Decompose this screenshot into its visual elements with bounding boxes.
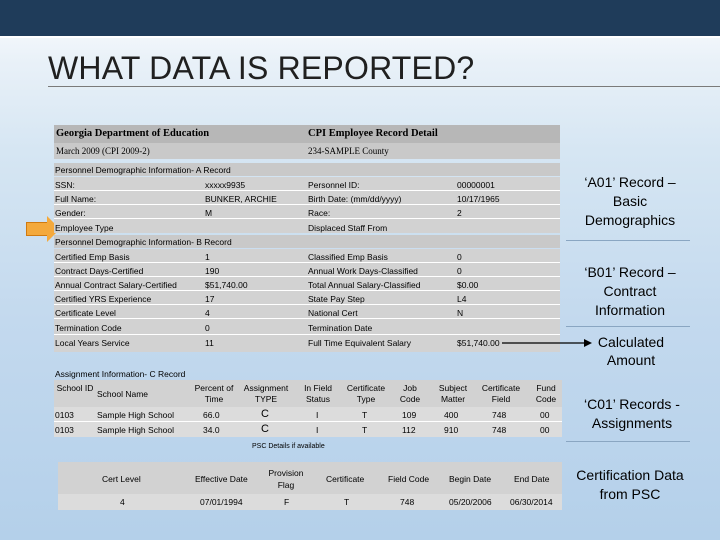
cell-cert-field: 748 [492,410,507,420]
b-label: Total Annual Salary-Classified [308,280,421,290]
cell-job-code: 109 [402,410,417,420]
annotation-a01-rule [566,240,690,241]
b-value: 17 [205,294,215,304]
b-value: 0 [457,266,462,276]
psc-cell-end-date: 06/30/2014 [510,497,553,507]
race-value: 2 [457,208,462,218]
b-label: Classified Emp Basis [308,252,388,262]
cell-assignment: C [261,408,269,420]
slide-title: WHAT DATA IS REPORTED? [48,50,475,86]
psc-col-field-code: Field Code [388,474,430,484]
row-divider [54,318,560,319]
pointer-arrow-icon [26,222,48,236]
b-label: Annual Work Days-Classified [308,266,418,276]
b-value: 11 [205,338,214,348]
cell-job-code: 112 [402,425,416,435]
psc-col-effective-date: Effective Date [195,474,248,484]
report-title: CPI Employee Record Detail [308,128,438,139]
b-value: L4 [457,294,467,304]
cell-subject: 910 [444,425,459,435]
ssn-value: xxxxx9935 [205,180,246,190]
b-value: $0.00 [457,280,479,290]
psc-note: PSC Details if available [252,443,325,450]
cell-school-id: 0103 [55,410,74,420]
row-divider [54,304,560,305]
cell-cert-type: T [362,425,368,435]
b-value: $51,740.00 [205,280,248,290]
gender-label: Gender: [55,208,86,218]
b-label: Full Time Equivalent Salary [308,338,411,348]
cell-school-name: Sample High School [97,410,175,420]
b-value: N [457,308,464,318]
section-b-title: Personnel Demographic Information- B Record [55,237,232,247]
cell-percent: 34.0 [203,425,220,435]
psc-cell-certificate: T [344,497,350,507]
b-label: Termination Code [55,323,122,333]
b-value: 0 [205,323,210,333]
b-value: 190 [205,266,220,276]
psc-cell-begin-date: 05/20/2006 [449,497,492,507]
psc-col-cert-level: Cert Level [102,474,141,484]
psc-cell-effective-date: 07/01/1994 [200,497,243,507]
report-period: March 2009 (CPI 2009-2) [56,146,150,156]
b-label: State Pay Step [308,294,365,304]
cell-fund-code: 00 [540,410,550,420]
cell-percent: 66.0 [203,410,220,420]
cell-in-field: I [316,410,319,420]
row-divider [54,190,560,191]
row-divider [54,262,560,263]
top-banner [0,0,720,36]
full-name-value: BUNKER, ARCHIE [205,194,277,204]
annotation-b01: ‘B01’ Record – Contract Information [584,264,676,318]
col-school-id: School ID [56,383,94,393]
b-value: 1 [205,252,210,262]
fte-salary-value: $51,740.00 [457,338,500,348]
b-label: Contract Days-Certified [55,266,144,276]
col-subject: Subject Matter [438,383,468,404]
annotation-c01: ‘C01’ Records - Assignments [584,396,680,431]
annotation-c01-rule [566,441,690,442]
employee-type-label: Employee Type [55,223,114,233]
psc-cell-field-code: 748 [400,497,415,507]
b-label: Certificate Level [55,308,116,318]
psc-col-provision-flag: Provision Flag [268,468,304,490]
col-job-code: Job Code [399,383,421,404]
row-divider [54,290,560,291]
full-name-label: Full Name: [55,194,97,204]
col-fund-code: Fund Code [535,383,557,404]
ssn-label: SSN: [55,180,75,190]
annotation-a01: ‘A01’ Record – Basic Demographics [584,174,676,228]
personnel-id-value: 00000001 [457,180,495,190]
b-label: Local Years Service [55,338,130,348]
row-divider [54,276,560,277]
cell-school-id: 0103 [55,425,74,435]
col-cert-field: Certificate Field [481,383,521,404]
col-in-field: In Field Status [304,383,332,404]
col-school-name: School Name [97,389,149,399]
cell-in-field: I [316,425,319,435]
cell-cert-type: T [362,410,368,420]
col-percent: Percent of Time [194,383,234,404]
psc-cell-provision-flag: F [284,497,290,507]
psc-col-end-date: End Date [514,474,550,484]
section-a-title: Personnel Demographic Information- A Record [55,165,231,175]
row-divider [54,218,560,219]
b-value: 4 [205,308,210,318]
b-label: Certified Emp Basis [55,252,130,262]
annotation-b01-rule [566,326,690,327]
row-divider [54,334,560,335]
report-agency: Georgia Department of Education [56,128,210,139]
annotation-cert: Certification Data from PSC [576,467,684,502]
row-divider [54,421,562,422]
gender-value: M [205,208,213,218]
report-county: 234-SAMPLE County [308,146,389,156]
b-label: Termination Date [308,323,373,333]
b-label: Certified YRS Experience [55,294,152,304]
calculated-arrow-icon [500,336,594,350]
race-label: Race: [308,208,331,218]
cell-school-name: Sample High School [97,425,175,435]
cell-assignment: C [261,423,269,435]
annotation-calculated: Calculated Amount [597,334,665,368]
birth-date-label: Birth Date: (mm/dd/yyyy) [308,194,402,204]
title-divider [48,86,720,87]
section-c-title: Assignment Information- C Record [55,369,186,379]
b-label: National Cert [308,308,358,318]
personnel-id-label: Personnel ID: [308,180,360,190]
employee-type-value: Displaced Staff From [308,223,388,233]
cell-cert-field: 748 [492,425,507,435]
col-assignment: Assignment TYPE [243,383,289,404]
row-divider [54,204,560,205]
cell-fund-code: 00 [540,425,550,435]
cell-subject: 400 [444,410,459,420]
col-cert-type: Certificate Type [346,383,386,404]
b-label: Annual Contract Salary-Certified [55,280,177,290]
psc-col-certificate: Certificate [326,474,365,484]
psc-col-begin-date: Begin Date [449,474,492,484]
top-banner-rule [0,36,720,38]
birth-date-value: 10/17/1965 [457,194,500,204]
b-value: 0 [457,252,462,262]
psc-cell-cert-level: 4 [120,497,125,507]
